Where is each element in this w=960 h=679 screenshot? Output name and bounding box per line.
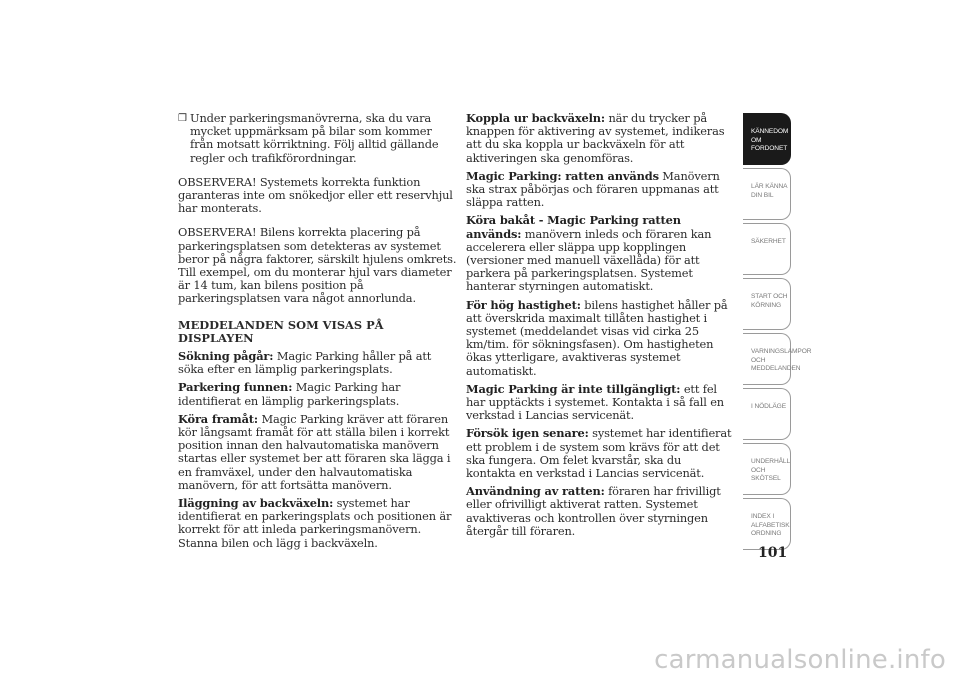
watermark: carmanualsonline.info — [654, 645, 946, 675]
message-entry — [466, 170, 732, 210]
message-term: Parkering funnen: — [178, 380, 293, 395]
message-entry — [466, 383, 732, 423]
chapter-tabs — [743, 113, 812, 553]
message-text: föraren har frivilligt eller ofrivilligt aktiverat ratten. Systemet avaktiveras och kontrollen över styrningen återgår till föraren. — [466, 484, 721, 538]
tab-underhall-och-skotsel[interactable]: UNDERHÅLL OCH SKÖTSEL — [743, 443, 791, 495]
message-entry — [178, 350, 458, 376]
message-text: Magic Parking har identifierat en lämplig parkeringsplats. — [178, 380, 401, 408]
message-term: Magic Parking: ratten används — [466, 168, 659, 183]
message-text: Magic Parking kräver att föraren kör långsamt framåt för att ställa bilen i korrekt position innan den halvautomatiska manövern startas eller systemet ber att föraren ska lägga i en framväxel, under den halvautomatiska manövern, för att fortsätta manövern. — [178, 411, 451, 492]
tab-index[interactable]: INDEX I ALFABETISK ORDNING — [743, 498, 791, 550]
message-term: Användning av ratten: — [466, 484, 605, 499]
message-term: För hög hastighet: — [466, 297, 581, 312]
tab-i-nodlage[interactable]: I NÖDLÄGE — [743, 388, 791, 440]
message-text: Manövern ska strax påbörjas och föraren uppmanas att släppa ratten. — [466, 168, 720, 210]
message-text: när du trycker på knappen för aktivering av systemet, indikeras att du ska koppla ur backväxeln för att aktiveringen ska genomföras. — [466, 111, 725, 165]
message-entry — [466, 299, 732, 378]
message-term: Köra bakåt - Magic Parking ratten används: — [466, 213, 681, 241]
checkbox-bullet-icon: ❒ — [178, 113, 187, 124]
message-entry — [466, 485, 732, 538]
message-entry — [466, 112, 732, 165]
tab-lar-kanna-din-bil[interactable]: LÄR KÄNNA DIN BIL — [743, 168, 791, 220]
right-column — [466, 112, 732, 543]
message-text: bilens hastighet håller på att överskrida maximalt tillåten hastighet i systemet (meddelandet visas vid cirka 25 km/tim. för sökningsfasen). Om hastigheten ökas ytterligare, avaktiveras systemet automatiskt. — [466, 297, 728, 378]
bullet-item — [178, 112, 458, 165]
message-text: Magic Parking håller på att söka efter en lämplig parkeringsplats. — [178, 349, 432, 377]
message-term: Koppla ur backväxeln: — [466, 111, 605, 125]
tab-start-och-korning[interactable]: START OCH KÖRNING — [743, 278, 791, 330]
tab-sakerhet[interactable]: SÄKERHET — [743, 223, 791, 275]
message-term: Sökning pågår: — [178, 349, 274, 364]
message-entry — [178, 497, 458, 550]
message-term: Försök igen senare: — [466, 426, 589, 441]
message-term: Iläggning av backväxeln: — [178, 496, 334, 511]
tab-kannedom-om-fordonet[interactable]: KÄNNEDOM OM FORDONET — [743, 113, 791, 165]
message-text: manövern inleds och föraren kan accelerera eller släppa upp kopplingen (versioner med manuell växellåda) för att parkera på parkeringsplatsen. Systemet hanterar styrningen automatiskt. — [466, 226, 712, 294]
message-entry — [178, 381, 458, 407]
message-entry — [178, 413, 458, 492]
note-snow-chains: OBSERVERA! Systemets korrekta funktion garanteras inte om snökedjor eller ett reservhjul har monterats. — [178, 174, 453, 216]
message-entry — [466, 214, 732, 293]
section-heading: MEDDELANDEN SOM VISAS PÅ DISPLAYEN — [178, 317, 384, 345]
bullet-text: Under parkeringsmanövrerna, ska du vara mycket uppmärksam på bilar som kommer från motsatt körriktning. Följ alltid gällande regler och trafikförordningar. — [190, 111, 439, 165]
page-number: 101 — [758, 545, 788, 561]
message-entry — [466, 427, 732, 480]
message-text: systemet har identifierat ett problem i de system som krävs för att det ska fungera. Om felet kvarstår, ska du kontakta en verkstad i Lancias servicenät. — [466, 426, 732, 481]
message-text: systemet har identifierat en parkeringsplats och positionen är korrekt för att inleda parkeringsmanövern. Stanna bilen och lägg i backväxeln. — [178, 496, 452, 550]
left-column — [178, 112, 458, 555]
message-text: ett fel har upptäckts i systemet. Kontakta i så fall en verkstad i Lancias servicenät. — [466, 381, 724, 423]
note-wheel-diameter: OBSERVERA! Bilens korrekta placering på parkeringsplatsen som detekteras av systemet beror på några faktorer, särskilt hjulens omkrets. Till exempel, om du monterar hjul vars diameter är 14 tum, kan bilens position på parkeringsplatsen vara något annorlunda. — [178, 225, 457, 306]
tab-varningslampor[interactable]: VARNINGSLAMPOR OCH MEDDELANDEN — [743, 333, 791, 385]
message-term: Magic Parking är inte tillgängligt: — [466, 381, 681, 396]
message-term: Köra framåt: — [178, 411, 258, 426]
